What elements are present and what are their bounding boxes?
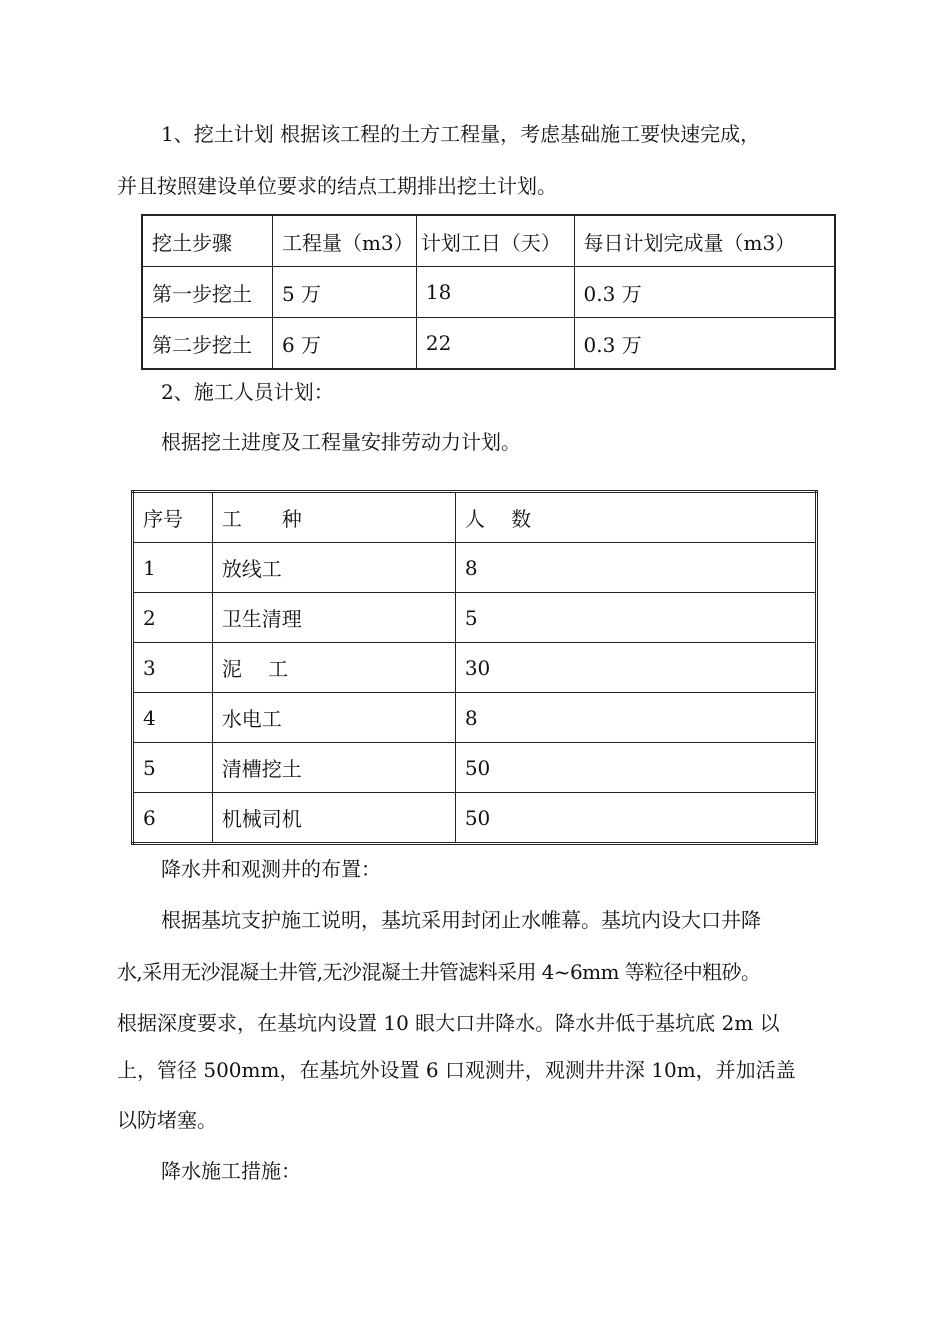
text-line: 上，管径 500mm，在基坑外设置 6 口观测井，观测井井深 10m，并加活盖	[117, 1058, 796, 1082]
table-header-cell: 每日计划完成量（m3）	[574, 215, 835, 267]
table-row	[133, 593, 817, 643]
section-heading: 2、施工人员计划：	[161, 380, 334, 404]
text-line: 根据基坑支护施工说明，基坑采用封闭止水帷幕。基坑内设大口井降	[161, 908, 761, 932]
text-line: 水,采用无沙混凝土井管,无沙混凝土井管滤料采用 4~6mm 等粒径中粗砂。	[117, 960, 761, 984]
table-cell: 水电工	[212, 693, 455, 743]
table-row	[133, 693, 817, 743]
table-cell: 30	[455, 643, 816, 693]
table-cell: 机械司机	[212, 793, 455, 844]
table-row	[142, 318, 835, 370]
table-cell: 22	[416, 318, 574, 370]
table-cell: 泥 工	[212, 643, 455, 693]
table-header-cell: 序号	[133, 492, 213, 543]
text-line: 根据挖土进度及工程量安排劳动力计划。	[161, 430, 521, 454]
table-cell: 1	[133, 543, 213, 593]
table-row	[133, 543, 817, 593]
table-cell: 清槽挖土	[212, 743, 455, 793]
excavation-plan-table	[141, 214, 836, 370]
table-cell: 2	[133, 593, 213, 643]
table-header-cell: 挖土步骤	[142, 215, 272, 267]
table-cell: 3	[133, 643, 213, 693]
table-row	[142, 267, 835, 318]
table-cell: 18	[416, 267, 574, 318]
table-cell: 8	[455, 543, 816, 593]
table-cell: 6 万	[272, 318, 416, 370]
table-header-row	[133, 492, 817, 543]
table-cell: 0.3 万	[574, 318, 835, 370]
table-header-cell: 人 数	[455, 492, 816, 543]
table-header-cell: 计划工日（天）	[416, 215, 574, 267]
table-cell: 5	[455, 593, 816, 643]
text-line: 以防堵塞。	[117, 1108, 217, 1132]
table-row	[133, 643, 817, 693]
table-cell: 5	[133, 743, 213, 793]
table-cell: 0.3 万	[574, 267, 835, 318]
section-heading: 降水施工措施：	[161, 1159, 301, 1183]
table-header-row	[142, 215, 835, 267]
table-cell: 50	[455, 743, 816, 793]
labor-plan-table	[131, 490, 818, 845]
section-heading: 降水井和观测井的布置：	[161, 857, 381, 881]
table-header-cell: 工 种	[212, 492, 455, 543]
table-row	[133, 743, 817, 793]
table-cell: 第一步挖土	[142, 267, 272, 318]
text-line: 1、挖土计划 根据该工程的土方工程量，考虑基础施工要快速完成，	[161, 122, 761, 146]
table-cell: 4	[133, 693, 213, 743]
table-cell: 50	[455, 793, 816, 844]
table-cell: 5 万	[272, 267, 416, 318]
table-cell: 放线工	[212, 543, 455, 593]
table-cell: 卫生清理	[212, 593, 455, 643]
table-cell: 6	[133, 793, 213, 844]
text-line: 根据深度要求，在基坑内设置 10 眼大口井降水。降水井低于基坑底 2m 以	[117, 1011, 780, 1035]
table-header-cell: 工程量（m3）	[272, 215, 416, 267]
table-cell: 第二步挖土	[142, 318, 272, 370]
table-row	[133, 793, 817, 844]
text-line: 并且按照建设单位要求的结点工期排出挖土计划。	[117, 174, 557, 198]
table-cell: 8	[455, 693, 816, 743]
